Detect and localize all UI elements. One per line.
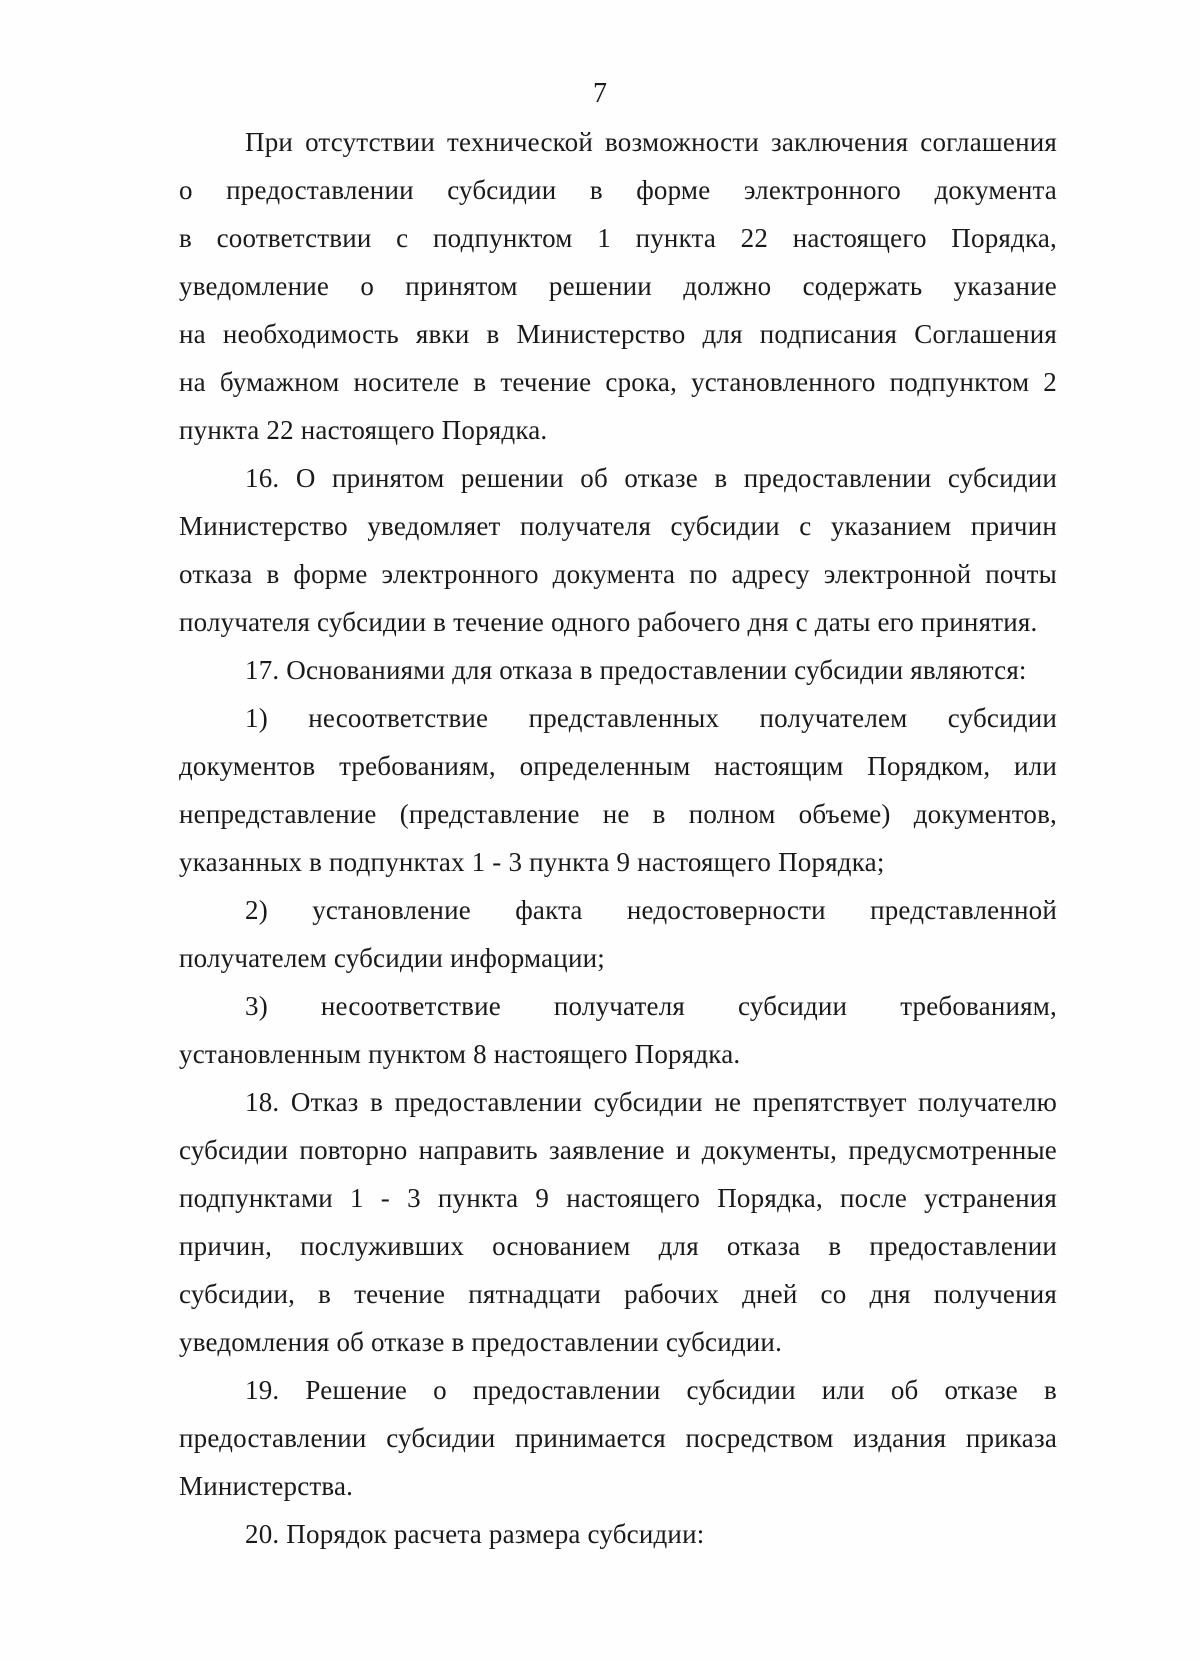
paragraph (179, 1510, 1057, 1558)
text-line: субсидии, в течение пятнадцати рабочих дней со дня получения (179, 1279, 1057, 1309)
text-line: отказа в форме электронного документа по адресу электронной почты (179, 559, 1057, 589)
text-line: подпунктами 1 - 3 пункта 9 настоящего Порядка, после устранения (179, 1183, 1057, 1213)
text-line: 17. Основаниями для отказа в предоставлении субсидии являются: (245, 655, 1027, 685)
text-line: 19. Решение о предоставлении субсидии или об отказе в (245, 1375, 1057, 1405)
text-line: 3) несоответствие получателя субсидии требованиям, (245, 991, 1057, 1021)
text-line: 1) несоответствие представленных получателем субсидии (245, 703, 1057, 733)
text-line: пункта 22 настоящего Порядка. (179, 415, 548, 445)
text-line: на бумажном носителе в течение срока, установленного подпунктом 2 (179, 367, 1057, 397)
text-line: Министерства. (179, 1471, 354, 1501)
text-line: субсидии повторно направить заявление и документы, предусмотренные (179, 1135, 1057, 1165)
text-line: уведомление о принятом решении должно содержать указание (179, 271, 1057, 301)
text-line: указанных в подпунктах 1 - 3 пункта 9 настоящего Порядка; (179, 847, 885, 877)
paragraph (179, 1078, 1057, 1366)
text-line: непредставление (представление не в полном объеме) документов, (179, 799, 1057, 829)
text-line: 20. Порядок расчета размера субсидии: (245, 1519, 705, 1549)
paragraph (179, 886, 1057, 982)
text-line: получателем субсидии информации; (179, 943, 605, 973)
text-line: причин, послуживших основанием для отказа в предоставлении (179, 1231, 1057, 1261)
paragraph (179, 454, 1057, 646)
text-line: установленным пунктом 8 настоящего Порядка. (179, 1039, 741, 1069)
paragraph (179, 646, 1057, 694)
text-line: на необходимость явки в Министерство для подписания Соглашения (179, 319, 1057, 349)
text-line: При отсутствии технической возможности заключения соглашения (245, 127, 1057, 157)
text-line: документов требованиям, определенным настоящим Порядком, или (179, 751, 1057, 781)
text-line: 18. Отказ в предоставлении субсидии не препятствует получателю (245, 1087, 1057, 1117)
text-line: 2) установление факта недостоверности представленной (245, 895, 1057, 925)
document-body (179, 118, 1057, 1558)
text-line: 16. О принятом решении об отказе в предоставлении субсидии (245, 463, 1057, 493)
text-line: предоставлении субсидии принимается посредством издания приказа (179, 1423, 1057, 1453)
paragraph (179, 1366, 1057, 1510)
text-line: получателя субсидии в течение одного рабочего дня с даты его принятия. (179, 607, 1038, 637)
text-line: уведомления об отказе в предоставлении субсидии. (179, 1327, 783, 1357)
text-line: Министерство уведомляет получателя субсидии с указанием причин (179, 511, 1057, 541)
paragraph (179, 694, 1057, 886)
text-line: в соответствии с подпунктом 1 пункта 22 настоящего Порядка, (179, 223, 1057, 253)
paragraph (179, 118, 1057, 454)
text-line: о предоставлении субсидии в форме электронного документа (179, 175, 1057, 205)
page-number: 7 (593, 78, 607, 109)
paragraph (179, 982, 1057, 1078)
